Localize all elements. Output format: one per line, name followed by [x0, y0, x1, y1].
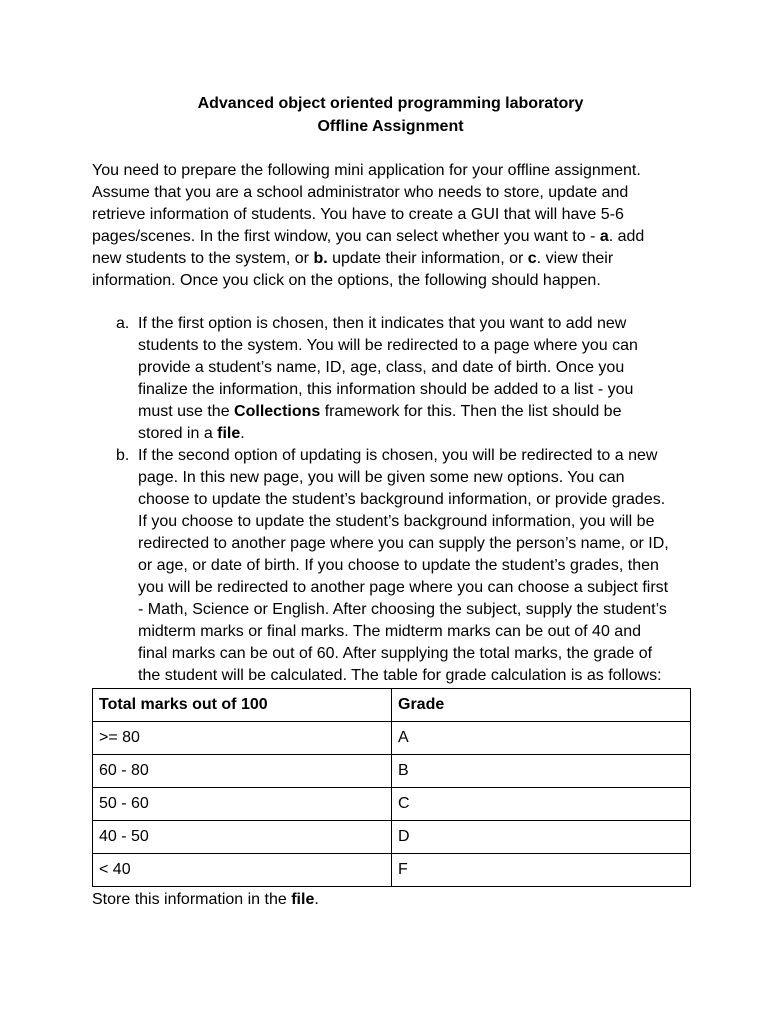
file-term: file [291, 891, 315, 908]
table-cell: 50 - 60 [93, 788, 392, 821]
intro-text: . view their [536, 250, 614, 267]
table-cell: B [392, 755, 691, 788]
list-line: or age, or date of birth. If you choose to update the student’s grades, then [138, 557, 659, 574]
list-item-b [92, 445, 692, 687]
list-line: - Math, Science or English. After choosing the subject, supply the student’s [138, 601, 667, 618]
list-text: framework for this. Then the list should be [320, 403, 622, 420]
intro-line [92, 226, 692, 248]
list-item-a [92, 313, 692, 445]
list-line: page. In this new page, you will be given some new options. You can [138, 469, 625, 486]
list-line: choose to update the student’s background information, or provide grades. [138, 491, 666, 508]
table-row [93, 854, 691, 887]
table-row [93, 755, 691, 788]
footer-text: . [314, 891, 319, 908]
table-cell: 40 - 50 [93, 821, 392, 854]
list-line: provide a student’s name, ID, age, class, and date of birth. Once you [138, 359, 625, 376]
options-list [92, 313, 692, 687]
footer-note [92, 889, 319, 911]
list-line: the student will be calculated. The table for grade calculation is as follows: [138, 667, 662, 684]
option-b-label: b. [313, 250, 328, 267]
table-row [93, 722, 691, 755]
intro-paragraph [92, 160, 692, 292]
grade-table [92, 688, 691, 887]
intro-text: new students to the system, or [92, 250, 314, 267]
table-cell: D [392, 821, 691, 854]
option-a-label: a [599, 228, 609, 245]
table-row [93, 788, 691, 821]
list-line: students to the system. You will be redirected to a page where you can [138, 337, 638, 354]
intro-text: . add [608, 228, 645, 245]
list-line [138, 401, 692, 423]
table-cell: F [392, 854, 691, 887]
list-line: If the second option of updating is chosen, you will be redirected to a new [138, 447, 658, 464]
intro-text: pages/scenes. In the first window, you can select whether you want to - [92, 228, 600, 245]
list-line [138, 423, 692, 445]
table-cell: >= 80 [93, 722, 392, 755]
intro-line: You need to prepare the following mini application for your offline assignment. [92, 162, 641, 179]
document-title: Advanced object oriented programming laboratory [197, 95, 584, 112]
table-header-cell: Grade [392, 689, 691, 722]
list-line: If you choose to update the student’s background information, you will be [138, 513, 655, 530]
intro-line: information. Once you click on the options, the following should happen. [92, 272, 601, 289]
list-marker: a. [116, 315, 130, 332]
table-cell: 60 - 80 [93, 755, 392, 788]
collections-term: Collections [234, 403, 321, 420]
list-marker: b. [116, 447, 130, 464]
file-term: file [217, 425, 241, 442]
list-line: final marks can be out of 60. After supplying the total marks, the grade of [138, 645, 653, 662]
footer-text: Store this information in the [92, 891, 292, 908]
intro-text: update their information, or [327, 250, 528, 267]
table-cell: < 40 [93, 854, 392, 887]
list-line: redirected to another page where you can supply the person’s name, or ID, [138, 535, 669, 552]
table-header-row [93, 689, 691, 722]
list-text: must use the [138, 403, 235, 420]
intro-line [92, 248, 692, 270]
table-cell: C [392, 788, 691, 821]
list-text: . [240, 425, 245, 442]
list-text: stored in a [138, 425, 218, 442]
table-cell: A [392, 722, 691, 755]
list-line: you will be redirected to another page where you can choose a subject first [138, 579, 669, 596]
list-line: finalize the information, this information should be added to a list - you [138, 381, 634, 398]
intro-line: retrieve information of students. You have to create a GUI that will have 5-6 [92, 206, 624, 223]
table-row [93, 821, 691, 854]
document-subtitle: Offline Assignment [317, 118, 464, 135]
list-line: midterm marks or final marks. The midterm marks can be out of 40 and [138, 623, 641, 640]
intro-line: Assume that you are a school administrator who needs to store, update and [92, 184, 629, 201]
list-line: If the first option is chosen, then it indicates that you want to add new [138, 315, 627, 332]
table-header-cell: Total marks out of 100 [93, 689, 392, 722]
option-c-label: c [527, 250, 537, 267]
